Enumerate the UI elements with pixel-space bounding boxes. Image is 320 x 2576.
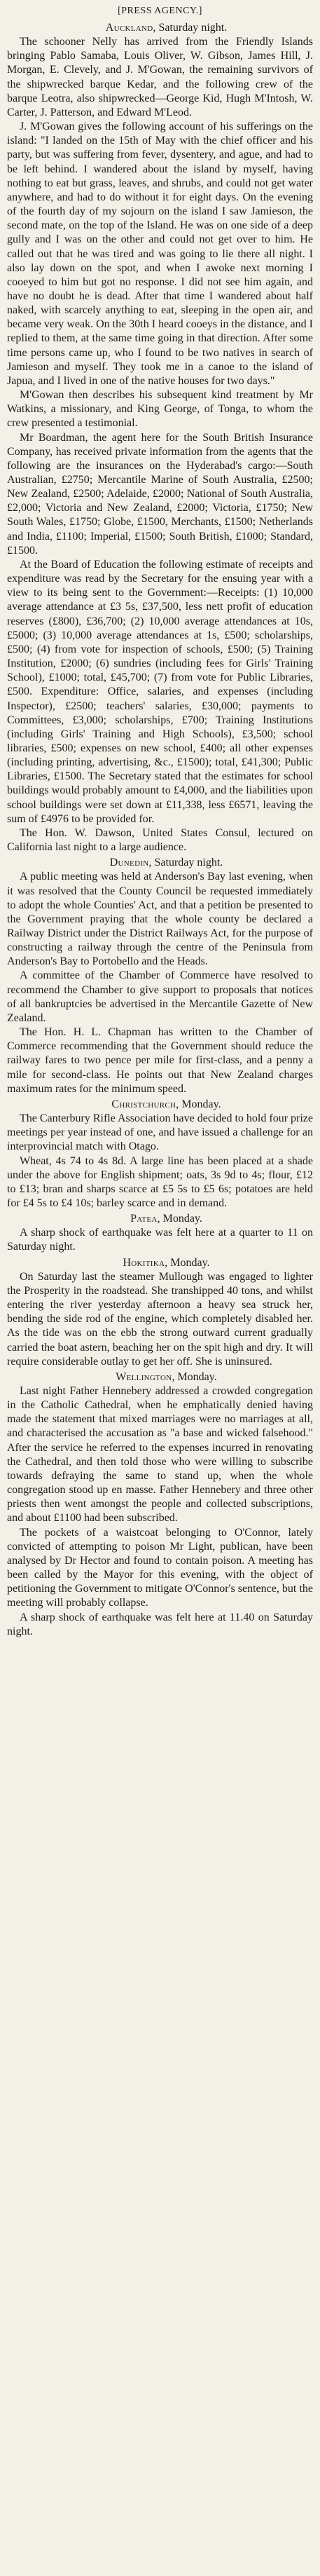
dateline-day: , Saturday night. (153, 22, 228, 34)
article-wellington (7, 1370, 313, 1639)
dateline-day: , Monday. (172, 1370, 217, 1383)
dateline-day: , Saturday night. (148, 857, 223, 869)
article-paragraph: The schooner Nelly has arrived from the Friendly Islands bringing Pablo Samaba, Louis Oliver, W. Gibson, James Hill, J. Morgan, E. Clevely, and J. M'Gowan, the remaining survivors of the shipwrecked barque Kedar, and the following crew of the barque Leotra, also shipwrecked—George Kid, Hugh M'Intosh, W. Carter, J. Patterson, and Edward M'Leod. (7, 36, 313, 118)
dateline-place: Patea (130, 1213, 158, 1225)
article-paragraph: Mr Boardman, the agent here for the South British Insurance Company, has received private information from the agents that the following are the insurances on the Hyderabad's cargo:—South Australian, £2750; Mercantile Marine of South Australia, £2500; New Zealand, £2500; Adelaide, £2000; National of South Australia, £2,000; Victoria and New Zealand, £2000; Victoria, £1750; New South Wales, £1750; Globe, £1500, Merchants, £1500; Netherlands and India, £1100; Imperial, £1500; South British, £1000; Standard, £1500. (7, 431, 313, 557)
article-hokitika (7, 1256, 313, 1369)
article-christchurch (7, 1098, 313, 1211)
article-paragraph: Last night Father Hennebery addressed a crowded congregation in the Catholic Cathedral, when he emphatically denied having made the statement that mixed marriages were no marriages at all, and characterised the accusation as "a base and wicked falsehood." After the service he referred to the expenses incurred in renovating the Cathedral, and then told those who were willing to subscribe towards defraying the same to stand up, when the whole congregation stood up en masse. Father Hennebery and three other priests then went amongst the people and collected subscriptions, and about £1100 had been subscribed. (7, 1385, 313, 1525)
dateline-wellington (7, 1370, 313, 1384)
dateline-place: Hokitika (123, 1256, 165, 1269)
article-patea (7, 1212, 313, 1254)
article-auckland (7, 21, 313, 854)
dateline-day: , Monday. (165, 1256, 210, 1269)
press-agency-credit: [PRESS AGENCY.] (118, 6, 202, 16)
article-paragraph: The pockets of a waistcoat belonging to O'Connor, lately convicted of attempting to poison Mr Light, publican, have been analysed by Dr Hector and found to contain poison. A meeting has been called by the Mayor for this evening, with the object of petitioning the Government to mitigate O'Connor's sentence, but the meeting will probably collapse. (7, 1526, 313, 1609)
article-paragraph: M'Gowan then describes his subsequent kind treatment by Mr Watkins, a missionary, and King George, of Tonga, to whom the crew presented a testimonial. (7, 389, 313, 430)
article-paragraph: A committee of the Chamber of Commerce have resolved to recommend the Chamber to give support to proposals that notices of all bankruptcies be advertised in the Mercantile Gazette of New Zealand. (7, 969, 313, 1024)
article-dunedin (7, 856, 313, 1096)
dateline-christchurch (7, 1098, 313, 1112)
article-paragraph: A sharp shock of earthquake was felt here at a quarter to 11 on Saturday night. (7, 1227, 313, 1253)
dateline-dunedin (7, 856, 313, 870)
dateline-day: , Monday. (176, 1098, 221, 1110)
dateline-hokitika (7, 1256, 313, 1270)
article-paragraph: The Hon. H. L. Chapman has written to the Chamber of Commerce recommending that the Government should reduce the railway fares to two pence per mile for first-class, and a penny a mile for second-class. He points out that New Zealand charges maximum rates for the minimum speed. (7, 1026, 313, 1095)
dateline-place: Auckland (105, 22, 153, 34)
article-paragraph: The Hon. W. Dawson, United States Consul, lectured on California last night to a large audience. (7, 826, 313, 854)
article-paragraph: At the Board of Education the following estimate of receipts and expenditure was read by the Secretary for the ensuing year with a view to its being sent to the Government:—Receipts: (1) 10,000 average attendance at £3 5s, £37,500, less nett profit of education reserves (£800), £36,700; (2) 10,000 average attendances at 10s, £5000; (3) 10,000 average attendances at 1s, £500; scholarships, £500; (4) from vote for inspection of schools, £500; (5) Training Institution, £2000; (6) sundries (including fees for Girls' Training School), £1000; total, £45,700; (7) from vote for Public Libraries, £500. Expenditure: Office, salaries, and expenses (including Inspector), £2500; teachers' salaries, £30,000; payments to Committees, £3,000; scholarships, £700; Training Institutions (including Girls' Training and High Schools), £3,500; school libraries, £500; expenses on new school, £400; all other expenses (including printing, advertising, &c., £1500); total, £41,300; Public Libraries, £1500. The Secretary stated that the estimates for school buildings would probably amount to £4,000, and the liabilities upon school buildings were set down at £11,338, less £6571, leaving the sum of £4976 to be provided for. (7, 558, 313, 825)
dateline-place: Christchurch (111, 1098, 176, 1110)
article-paragraph: A sharp shock of earthquake was felt here at 11.40 on Saturday night. (7, 1611, 313, 1637)
dateline-patea (7, 1212, 313, 1226)
article-paragraph: Wheat, 4s 74 to 4s 8d. A large line has been placed at a shade under the above for English shipment; oats, 3s 9d to 4s; flour, £12 to £13; bran and sharps scarce at £5 5s to £5 6s; potatoes are held for £4 5s to £4 10s; barley scarce and in demand. (7, 1154, 313, 1209)
dateline-day: , Monday. (157, 1213, 202, 1225)
dateline-place: Wellington (116, 1370, 172, 1383)
article-paragraph: On Saturday last the steamer Mullough was engaged to lighter the Prosperity in the roadstead. She transhipped 40 tons, and whilst entering the river yesterday afternoon a heavy sea struck her, bending the side rod of the engine, which completely disabled her. As the tide was on the ebb the strong outward current gradually carried the boat astern, beaching her on the spit high and dry. It will require considerable outlay to get her off. She is uninsured. (7, 1270, 313, 1368)
article-paragraph: A public meeting was held at Anderson's Bay last evening, when it was resolved that the County Council be requested immediately to adopt the whole Counties' Act, and that a petition be presented to the Government praying that the whole county be declared a Railway District under the District Railways Act, for the purpose of constructing a railway through the centre of the Peninsula from Anderson's Bay to Portobello and the Heads. (7, 871, 313, 968)
dateline-auckland (7, 21, 313, 35)
news-column (7, 6, 313, 2565)
article-paragraph: The Canterbury Rifle Association have decided to hold four prize meetings per year instead of one, and have issued a challenge for an interprovincial match with Otago. (7, 1112, 313, 1153)
dateline-place: Dunedin (109, 857, 149, 869)
article-paragraph: J. M'Gowan gives the following account of his sufferings on the island: "I landed on the 15th of May with the chief officer and his party, but was suffering from fever, dysentery, and ague, and had to be left behind. I wandered about the island by myself, having nothing to eat but grass, leaves, and shrubs, and could not get water anywhere, and had to do without it for eight days. On the evening of the fourth day of my sojourn on the island I saw Jamieson, the second mate, on the top of the Island. He was on one side of a deep gully and I was on the other and could not get over to him. He called out that he was tired and was going to lie there all night. I also lay down on the spot, and when I awoke next morning I cooeyed to him but got no response. I did not see him again, and have no doubt he is dead. After that time I wandered about half naked, with scarcely anything to eat, sleeping in the open air, and became very weak. On the 30th I heard cooeys in the distance, and I replied to them, at the same time going in that direction. After some time persons came up, who I found to be two natives in search of Jamieson and myself. They took me in a canoe to the island of Japua, and I lived in one of the native houses for two days." (7, 121, 313, 387)
